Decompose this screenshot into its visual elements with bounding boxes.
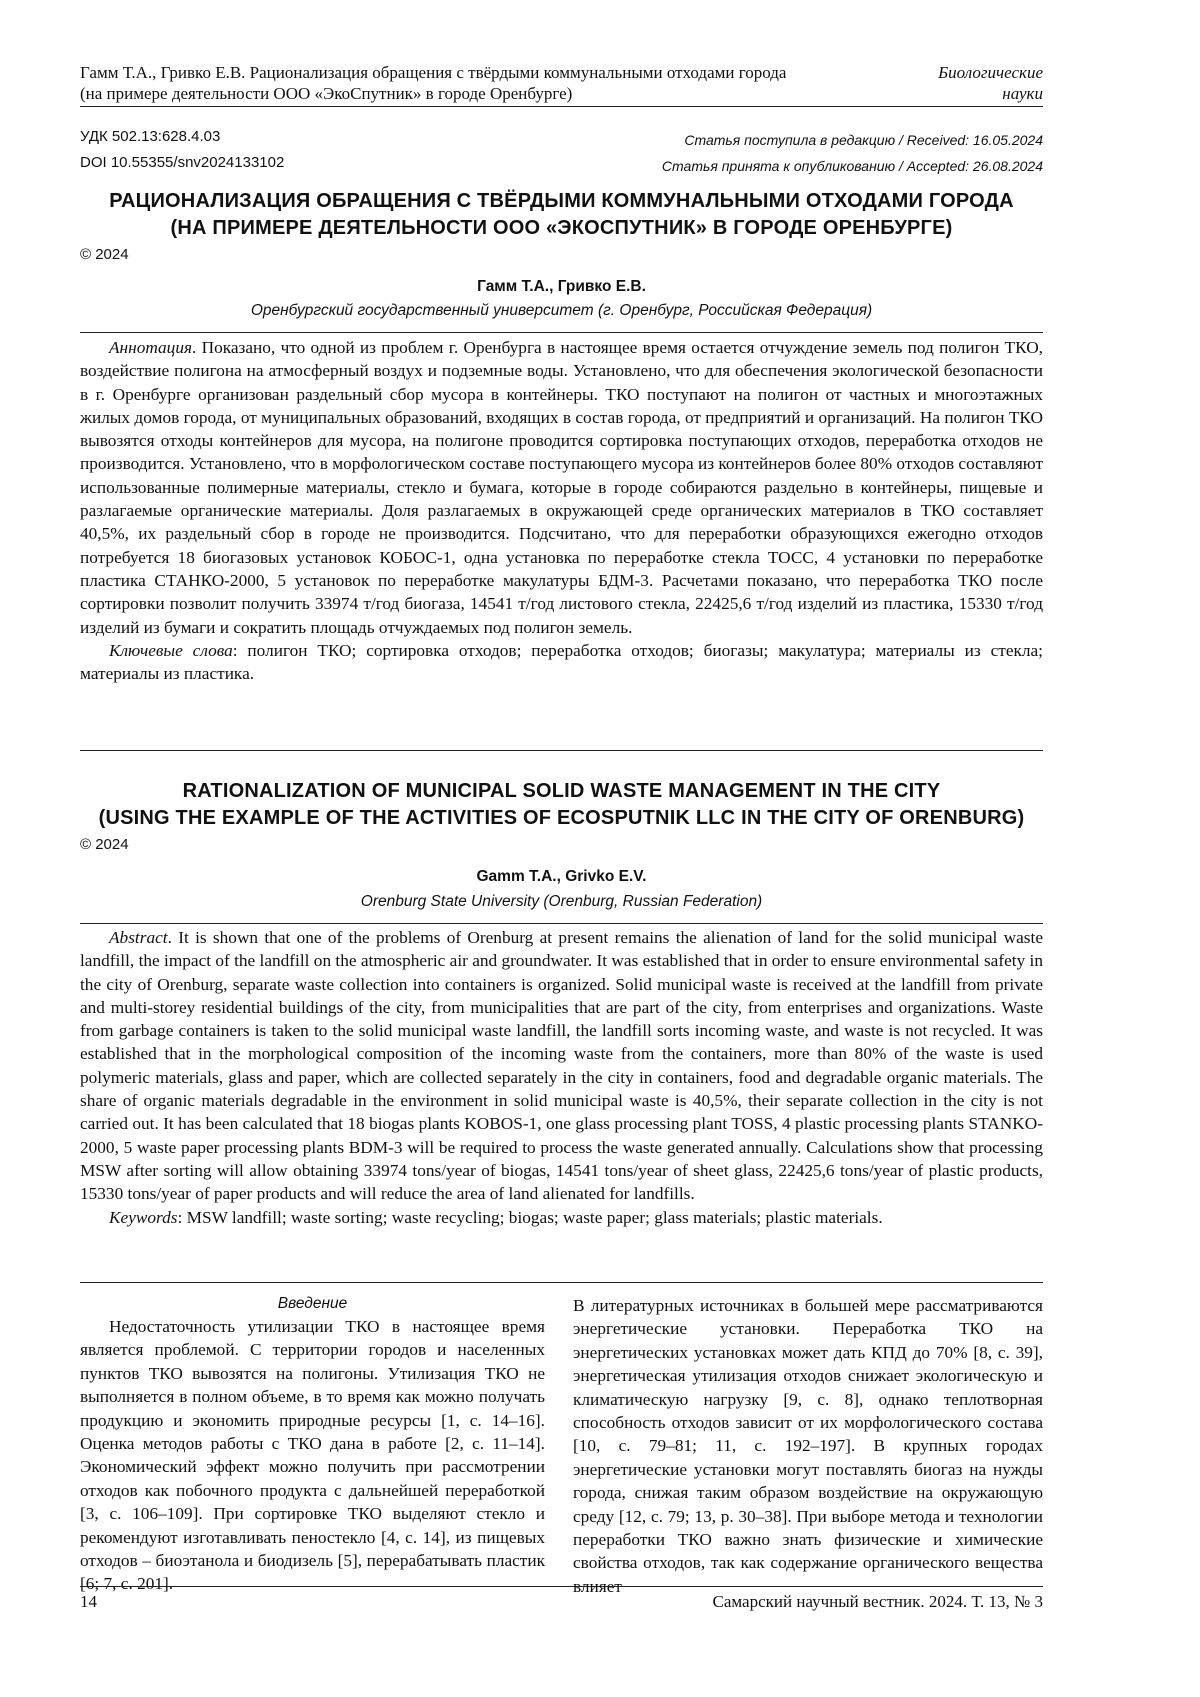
received-date: Статья поступила в редакцию / Received: 16.05.2024 (662, 127, 1043, 153)
en-copyright: © 2024 (80, 836, 129, 853)
article-identifiers (80, 124, 284, 176)
ru-authors: Гамм Т.А., Гривко Е.В. (80, 278, 1043, 296)
introduction-heading: Введение (80, 1292, 545, 1315)
ru-keywords-text: : полигон ТКО; сортировка отходов; переработка отходов; биогазы; макулатура; материалы из стекла; материалы из пластика. (80, 641, 1043, 683)
ru-keywords (80, 639, 1043, 686)
section-label (893, 62, 1043, 104)
footer-divider (80, 1586, 1043, 1587)
en-title-line2: (USING THE EXAMPLE OF THE ACTIVITIES OF ECOSPUTNIK LLC IN THE CITY OF ORENBURG) (80, 805, 1043, 832)
running-title-line2: (на примере деятельности ООО «ЭкоСпутник» в городе Оренбурге) (80, 83, 880, 104)
article-dates (662, 127, 1043, 179)
en-keywords-label: Keywords (109, 1208, 177, 1227)
page-number: 14 (80, 1592, 97, 1612)
ru-abstract-bottom-rule (80, 750, 1043, 751)
en-abstract-paragraph (80, 926, 1043, 1206)
en-abstract-text: . It is shown that one of the problems of Orenburg at present remains the alienation of land for the solid municipal waste landfill, the impact of the landfill on the atmospheric air and groundwater. It was established that in order to ensure environmental safety in the city of Orenburg, separate waste collection into containers is organized. Solid municipal waste is received at the landfill from private and multi-storey residential buildings of the city, from municipalities that are part of the city, from enterprises and organizations. Waste from garbage containers is taken to the solid municipal waste landfill, the landfill sorts incoming waste, and waste is not recycled. It was established that in the morphological composition of the incoming waste from the containers, more than 80% of the waste is used polymeric materials, glass and paper, which are collected separately in the city in containers, food and degradable organic materials. The share of organic materials degradable in the environment in solid municipal waste is 40,5%, their separate collection in the city is not carried out. It has been calculated that 18 biogas plants KOBOS-1, one glass processing plant TOSS, 4 plastic processing plants STANKO-2000, 5 waste paper processing plants BDM-3 will be required to process the waste generated annually. Calculations show that processing MSW after sorting will allow obtaining 33974 tons/year of biogas, 14541 tons/year of sheet glass, 22425,6 tons/year of plastic products, 15330 tons/year of paper products and will reduce the area of land alienated for landfills. (80, 928, 1043, 1203)
body-column-right (573, 1294, 1043, 1598)
ru-abstract (80, 336, 1043, 685)
running-title (80, 62, 880, 104)
body-paragraph: Недостаточность утилизации ТКО в настоящее время является проблемой. С территории городов и населенных пунктов ТКО вывозятся на полигоны. Утилизация ТКО не выполняется в полном объеме, в то время как можно получать продукцию и экономить природные ресурсы [1, с. 14–16]. Оценка методов работы с ТКО дана в работе [2, с. 11–14]. Экономический эффект можно получить при рассмотрении отходов как побочного продукта с дальнейшей переработкой [3, с. 106–109]. При сортировке ТКО выделяют стекло и рекомендуют изготавливать пеностекло [4, с. 14], из пищевых отходов – биоэтанола и биодизель [5], перерабатывать пластик [6; 7, с. 201]. (80, 1315, 545, 1596)
body-paragraph: В литературных источниках в большей мере рассматриваются энергетические установки. Переработка ТКО на энергетических установках может дать КПД до 70% [8, с. 39], энергетическая утилизация отходов снижает экологическую и климатическую нагрузку [9, с. 8], однако теплотворная способность отходов зависит от их морфологического состава [10, с. 79–81; 11, с. 192–197]. В крупных городах энергетические установки могут поставлять биогаз на нужды города, снижая таким образом воздействие на окружающую среду [12, с. 79; 13, р. 30–38]. При выборе метода и технологии переработки ТКО важно знать физические и химические свойства отходов, так как содержание органического вещества влияет (573, 1294, 1043, 1598)
en-keywords (80, 1206, 1043, 1229)
ru-copyright: © 2024 (80, 246, 129, 263)
en-abstract-bottom-rule (80, 1282, 1043, 1283)
ru-keywords-label: Ключевые слова (109, 641, 233, 660)
ru-abstract-label: Аннотация (109, 338, 192, 357)
section-label-line2: науки (893, 83, 1043, 104)
ru-abstract-text: . Показано, что одной из проблем г. Оренбурга в настоящее время остается отчуждение земель под полигон ТКО, воздействие полигона на атмосферный воздух и подземные воды. Установлено, что для обеспечения экологической безопасности в г. Оренбурге организован раздельный сбор мусора в контейнеры. ТКО поступают на полигон от частных и многоэтажных жилых домов города, от муниципальных образований, входящих в состав города, от предприятий и организаций. На полигон ТКО вывозятся отходы контейнеров для мусора, на полигоне проводится сортировка поступающих отходов, переработка отходов не производится. Установлено, что в морфологическом составе поступающего мусора из контейнеров более 80% отходов составляют использованные полимерные материалы, стекло и бумага, которые в городе собираются раздельно в контейнеры, пищевые и разлагаемые органические материалы. Доля разлагаемых в окружающей среде органических материалов в ТКО составляет 40,5%, их раздельный сбор в городе не производится. Подсчитано, что для переработки образующихся ежегодно отходов потребуется 18 биогазовых установок КОБОС-1, одна установка по переработке стекла ТОСС, 4 установки по переработке пластика СТАНКО-2000, 5 установок по переработке макулатуры БДМ-3. Расчетами показано, что переработка ТКО после сортировки позволит получить 33974 т/год биогаза, 14541 т/год листового стекла, 22425,6 т/год изделий из пластика, 15330 т/год изделий из бумаги и сократить площадь отчуждаемых под полигон земель. (80, 338, 1043, 637)
en-abstract-top-rule (80, 923, 1043, 924)
en-abstract (80, 926, 1043, 1229)
ru-title-line1: РАЦИОНАЛИЗАЦИЯ ОБРАЩЕНИЯ С ТВЁРДЫМИ КОММУНАЛЬНЫМИ ОТХОДАМИ ГОРОДА (80, 188, 1043, 215)
running-title-line1: Гамм Т.А., Гривко Е.В. Рационализация обращения с твёрдыми коммунальными отходами города (80, 62, 880, 83)
en-title (80, 778, 1043, 832)
udk-code: УДК 502.13:628.4.03 (80, 124, 284, 150)
ru-title (80, 188, 1043, 242)
running-header (80, 62, 1043, 112)
en-keywords-text: : MSW landfill; waste sorting; waste recycling; biogas; waste paper; glass materials; plastic materials. (177, 1208, 882, 1227)
doi: DOI 10.55355/snv2024133102 (80, 150, 284, 176)
ru-title-line2: (НА ПРИМЕРЕ ДЕЯТЕЛЬНОСТИ ООО «ЭКОСПУТНИК» В ГОРОДЕ ОРЕНБУРГЕ) (80, 215, 1043, 242)
en-abstract-label: Abstract (109, 928, 168, 947)
journal-citation: Самарский научный вестник. 2024. Т. 13, № 3 (713, 1592, 1044, 1612)
section-label-line1: Биологические (893, 62, 1043, 83)
body-column-left (80, 1292, 545, 1596)
en-affiliation: Orenburg State University (Orenburg, Russian Federation) (80, 893, 1043, 911)
header-divider (80, 106, 1043, 107)
ru-abstract-top-rule (80, 332, 1043, 333)
en-title-line1: RATIONALIZATION OF MUNICIPAL SOLID WASTE MANAGEMENT IN THE CITY (80, 778, 1043, 805)
accepted-date: Статья принята к опубликованию / Accepted: 26.08.2024 (662, 153, 1043, 179)
ru-abstract-paragraph (80, 336, 1043, 639)
ru-affiliation: Оренбургский государственный университет (г. Оренбург, Российская Федерация) (80, 302, 1043, 320)
en-authors: Gamm T.A., Grivko E.V. (80, 868, 1043, 886)
